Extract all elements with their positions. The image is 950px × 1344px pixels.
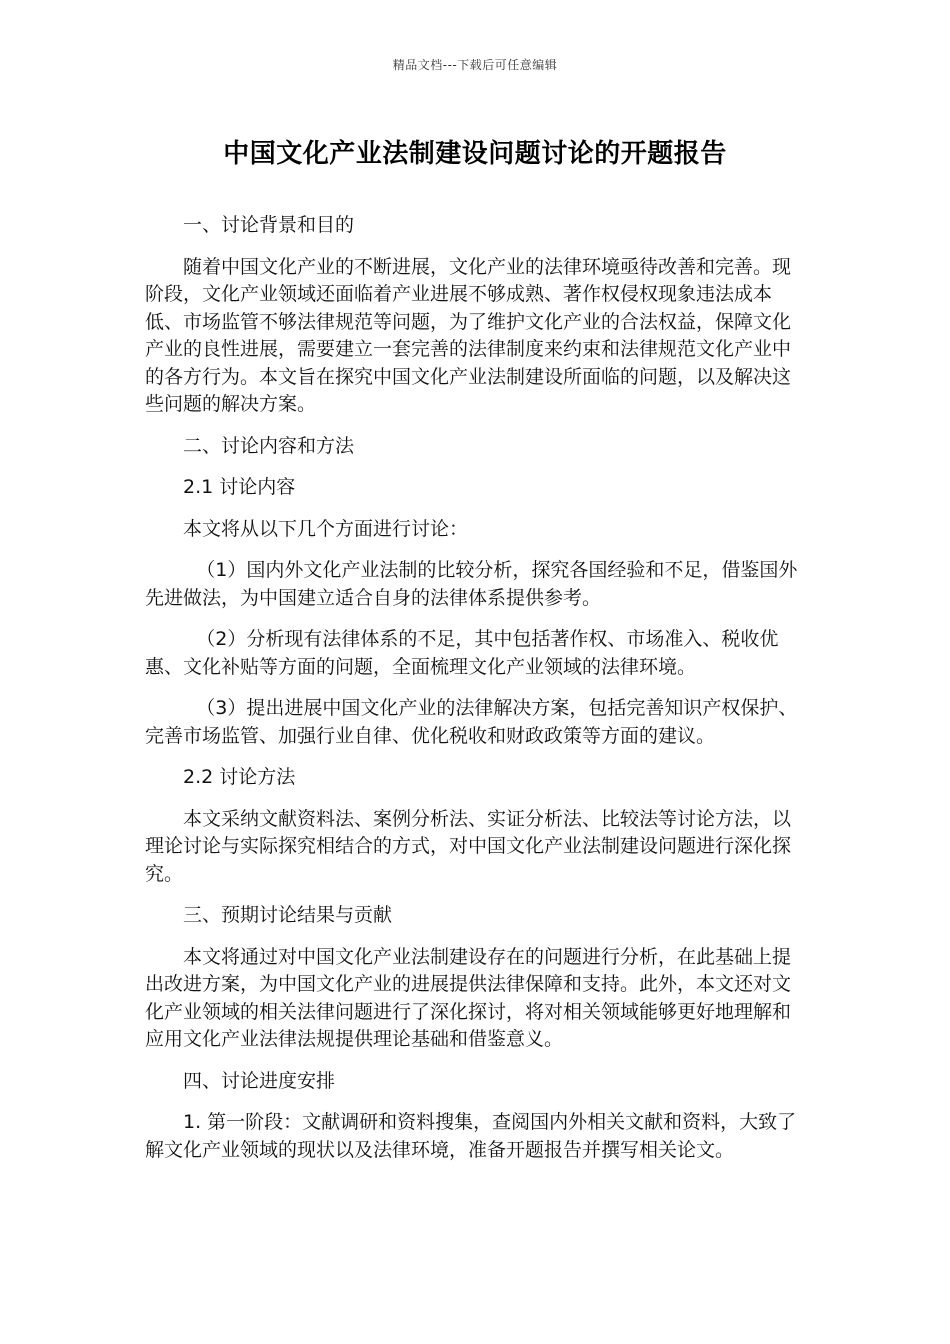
section-2-1-item-1: （1）国内外文化产业法制的比较分析，探究各国经验和不足，借鉴国外先进做法，为中国建立适合自身的法律体系提供参考。 (145, 559, 798, 609)
section-2-1-item-2: （2）分析现有法律体系的不足，其中包括著作权、市场准入、税收优惠、文化补贴等方面的问题，全面梳理文化产业领域的法律环境。 (145, 628, 779, 678)
document-title: 中国文化产业法制建设问题讨论的开题报告 (223, 139, 727, 169)
section-2-1-heading: 2.1 讨论内容 (183, 476, 296, 498)
section-2-2-heading: 2.2 讨论方法 (183, 766, 296, 788)
section-2-1-intro: 本文将从以下几个方面进行讨论： (183, 517, 469, 540)
section-4-heading: 四、讨论进度安排 (183, 1069, 336, 1092)
section-3-paragraph: 本文将通过对中国文化产业法制建设存在的问题进行分析，在此基础上提出改进方案，为中国文化产业的进展提供法律保障和支持。此外，本文还对文化产业领域的相关法律问题进行了深化探讨，将对相关领域能够更好地理解和应用文化产业法律法规提供理论基础和借鉴意义。 (145, 945, 792, 1050)
section-2-heading: 二、讨论内容和方法 (183, 434, 355, 457)
header-note: 精品文档---下载后可任意编辑 (392, 58, 558, 72)
section-3-heading: 三、预期讨论结果与贡献 (183, 904, 393, 926)
section-2-1-item-3: （3）提出进展中国文化产业的法律解决方案，包括完善知识产权保护、完善市场监管、加强行业自律、优化税收和财政政策等方面的建议。 (145, 697, 798, 747)
section-1-paragraph: 随着中国文化产业的不断进展，文化产业的法律环境亟待改善和完善。现阶段，文化产业领域还面临着产业进展不够成熟、著作权侵权现象违法成本低、市场监管不够法律规范等问题，为了维护文化产业的合法权益，保障文化产业的良性进展，需要建立一套完善的法律制度来约束和法律规范文化产业中的各方行为。本文旨在探究中国文化产业法制建设所面临的问题，以及解决这些问题的解决方案。 (145, 255, 792, 415)
document-body (145, 212, 807, 1178)
section-2-2-paragraph: 本文采纳文献资料法、案例分析法、实证分析法、比较法等讨论方法，以理论讨论与实际探究相结合的方式，对中国文化产业法制建设问题进行深化探究。 (145, 807, 792, 885)
section-1-heading: 一、讨论背景和目的 (183, 214, 355, 236)
section-4-item-1: 1. 第一阶段：文献调研和资料搜集，查阅国内外相关文献和资料，大致了解文化产业领域的现状以及法律环境，准备开题报告并撰写相关论文。 (145, 1111, 797, 1161)
